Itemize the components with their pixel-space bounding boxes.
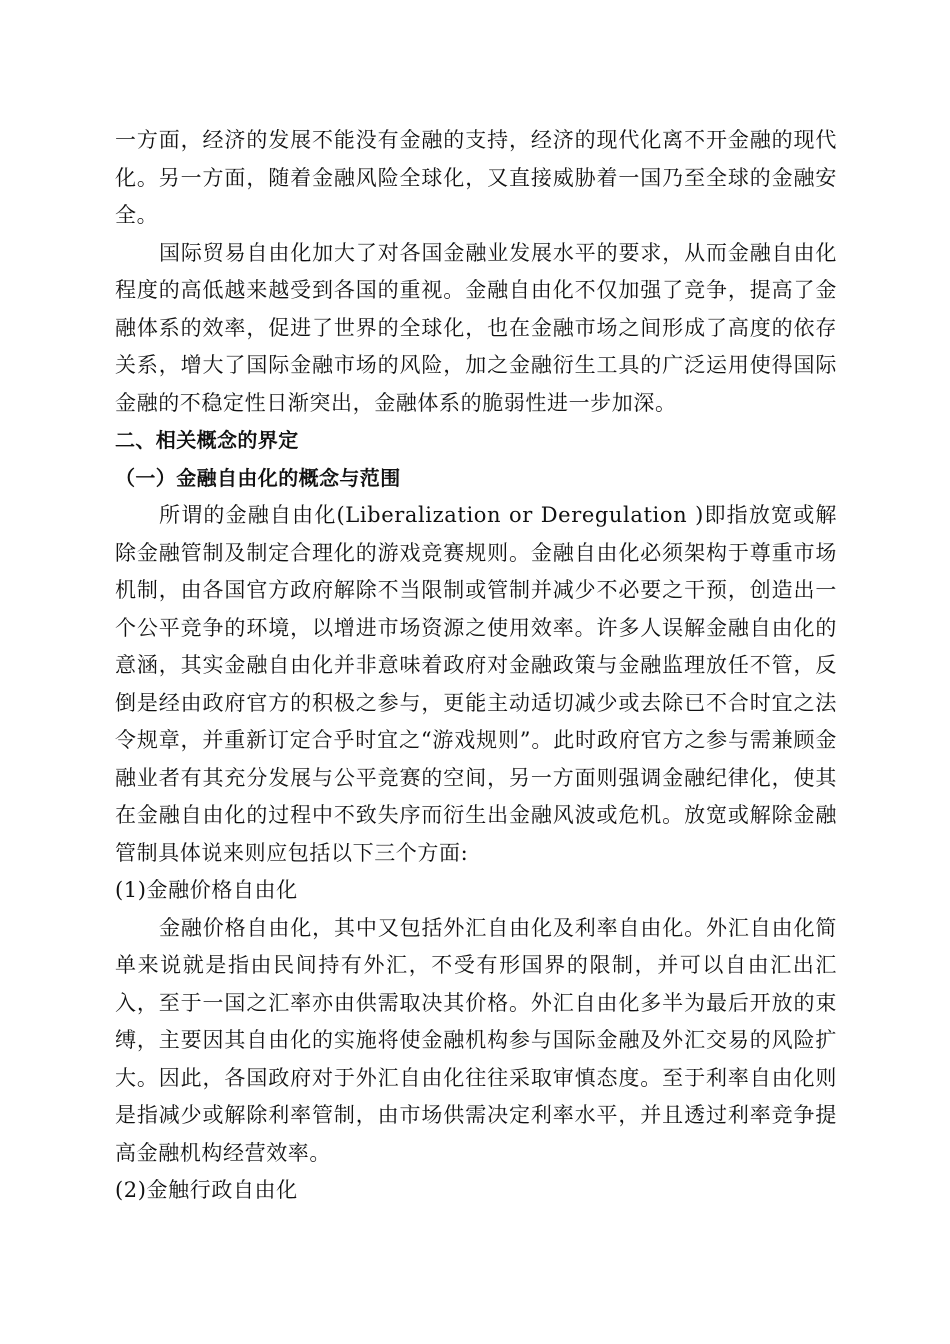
list-item-heading: (1)金融价格自由化 <box>115 878 298 902</box>
section-heading: 二、相关概念的界定 <box>115 428 299 452</box>
document-body <box>115 122 837 1210</box>
paragraph: 所谓的金融自由化(Liberalization or Deregulation )即指放宽或解除金融管制及制定合理化的游戏竞赛规则。金融自由化必须架构于尊重市场机制，由各国官方政府解除不当限制或管制并减少不必要之干预，创造出一个公平竞争的环境，以增进市场资源之使用效率。许多人误解金融自由化的意涵，其实金融自由化并非意味着政府对金融政策与金融监理放任不管，反倒是经由政府官方的积极之参与，更能主动适切减少或去除已不合时宜之法令规章，并重新订定合乎时宜之“游戏规则”。此时政府官方之参与需兼顾金融业者有其充分发展与公平竞赛的空间，另一方面则强调金融纪律化，使其在金融自由化的过程中不致失序而衍生出金融风波或危机。放宽或解除金融管制具体说来则应包括以下三个方面: <box>115 503 837 865</box>
paragraph: 一方面，经济的发展不能没有金融的支持，经济的现代化离不开金融的现代化。另一方面，随着金融风险全球化，又直接威胁着一国乃至全球的金融安全。 <box>115 128 837 227</box>
list-item-heading: (2)金触行政自由化 <box>115 1178 298 1202</box>
paragraph: 金融价格自由化，其中又包括外汇自由化及利率自由化。外汇自由化简单来说就是指由民间持有外汇，不受有形国界的限制，并可以自由汇出汇入，至于一国之汇率亦由供需取决其价格。外汇自由化多半为最后开放的束缚，主要因其自由化的实施将使金融机构参与国际金融及外汇交易的风险扩大。因此，各国政府对于外汇自由化往往采取审慎态度。至于利率自由化则是指减少或解除利率管制，由市场供需决定利率水平，并且透过利率竞争提高金融机构经营效率。 <box>115 915 837 1165</box>
paragraph: 国际贸易自由化加大了对各国金融业发展水平的要求，从而金融自由化程度的高低越来越受到各国的重视。金融自由化不仅加强了竞争，提高了金融体系的效率，促进了世界的全球化，也在金融市场之间形成了高度的依存关系，增大了国际金融市场的风险，加之金融衍生工具的广泛运用使得国际金融的不稳定性日渐突出，金融体系的脆弱性进一步加深。 <box>115 240 837 415</box>
subsection-heading: （一）金融自由化的概念与范围 <box>115 465 401 490</box>
